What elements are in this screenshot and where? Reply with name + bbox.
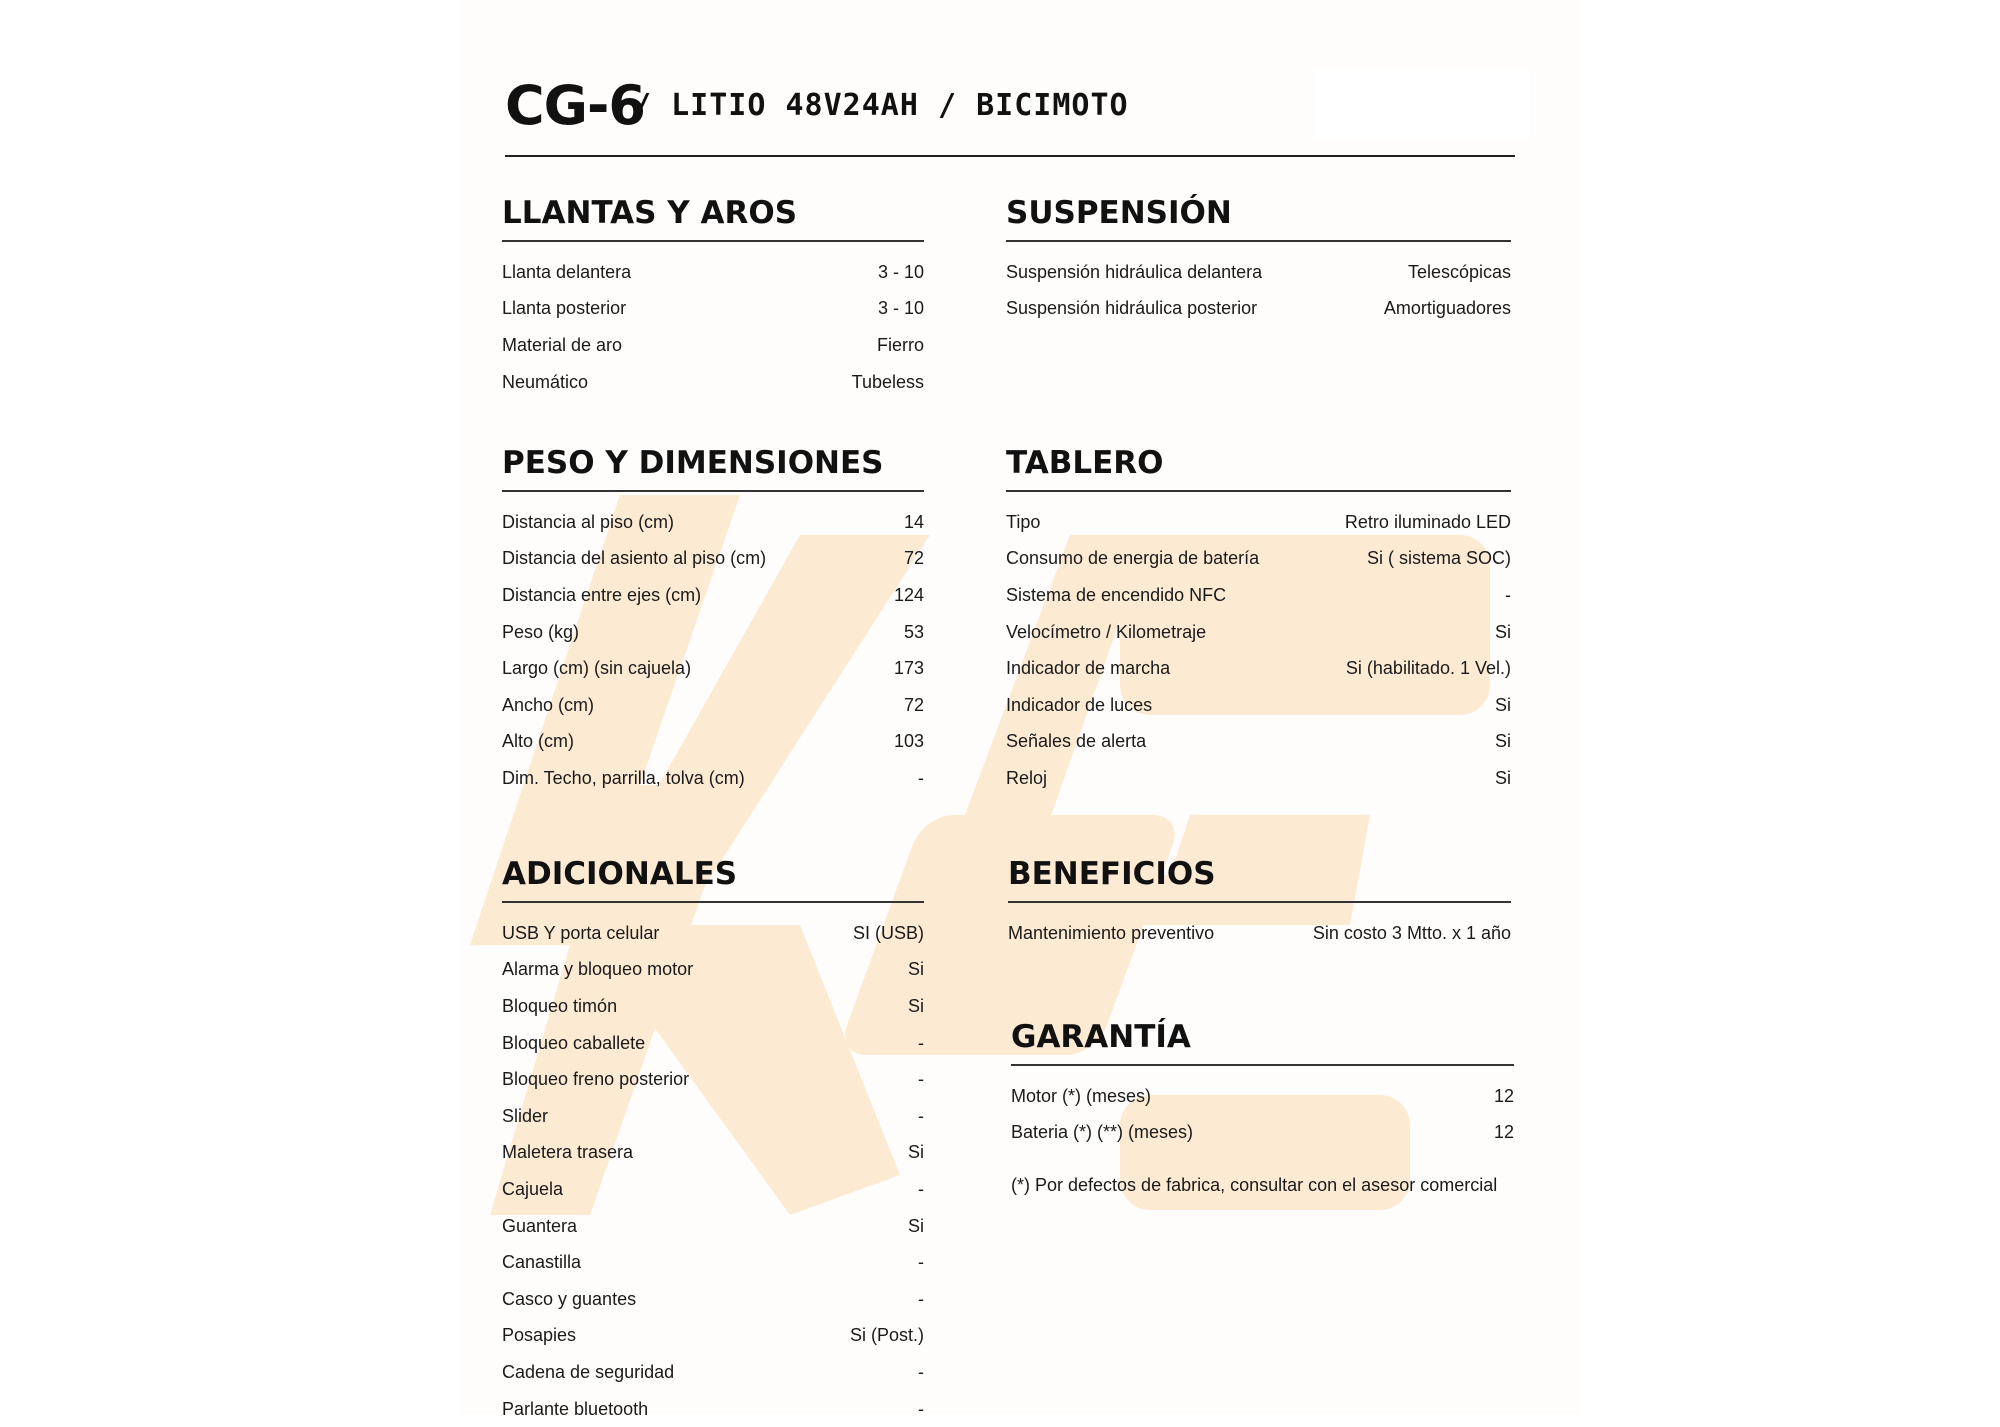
model-subtitle: / LITIO 48V24AH / BICIMOTO bbox=[633, 88, 1129, 123]
spec-value: - bbox=[918, 1398, 924, 1419]
spec-value: 53 bbox=[903, 621, 924, 642]
spec-row bbox=[1006, 724, 1511, 761]
spec-label: Casco y guantes bbox=[502, 1288, 637, 1309]
spec-label: Maletera trasera bbox=[502, 1142, 634, 1163]
spec-row bbox=[1006, 541, 1511, 578]
spec-row bbox=[502, 541, 924, 578]
warranty-footnote: (*) Por defectos de fabrica, consultar con el asesor comercial bbox=[1011, 1175, 1498, 1195]
spec-value: - bbox=[918, 1288, 924, 1309]
spec-row bbox=[502, 614, 924, 651]
document-header bbox=[505, 70, 1515, 157]
spec-row bbox=[502, 291, 924, 328]
spec-value: 12 bbox=[1493, 1085, 1514, 1106]
spec-label: Alto (cm) bbox=[502, 731, 574, 752]
section-peso bbox=[502, 434, 924, 797]
spec-row bbox=[502, 577, 924, 614]
spec-value: Si bbox=[907, 995, 924, 1016]
spec-label: Sistema de encendido NFC bbox=[1006, 584, 1227, 605]
spec-value: Si bbox=[907, 1142, 924, 1163]
spec-row bbox=[502, 364, 924, 401]
spec-row bbox=[502, 1171, 924, 1208]
spec-label: Canastilla bbox=[502, 1252, 582, 1273]
section-title: BENEFICIOS bbox=[1008, 845, 1511, 903]
spec-label: Posapies bbox=[502, 1325, 577, 1346]
spec-label: Bloqueo caballete bbox=[502, 1032, 646, 1053]
spec-label: Peso (kg) bbox=[502, 621, 580, 642]
spec-value: - bbox=[918, 1069, 924, 1090]
spec-row bbox=[502, 724, 924, 761]
spec-label: Distancia al piso (cm) bbox=[502, 511, 675, 532]
spec-value: Si (Post.) bbox=[849, 1325, 924, 1346]
spec-label: Velocímetro / Kilometraje bbox=[1006, 621, 1207, 642]
spec-label: Llanta delantera bbox=[502, 261, 632, 282]
logo-placeholder bbox=[1315, 68, 1530, 140]
spec-label: Indicador de marcha bbox=[1006, 658, 1171, 679]
spec-row bbox=[502, 254, 924, 291]
spec-value: 3 - 10 bbox=[877, 298, 924, 319]
spec-row bbox=[1006, 687, 1511, 724]
section-title: SUSPENSIÓN bbox=[1006, 184, 1511, 242]
spec-label: Suspensión hidráulica delantera bbox=[1006, 261, 1263, 282]
section-title: GARANTÍA bbox=[1011, 1008, 1514, 1066]
spec-row bbox=[502, 650, 924, 687]
spec-label: USB Y porta celular bbox=[502, 922, 660, 943]
spec-value: - bbox=[1505, 584, 1511, 605]
spec-value: Si (habilitado. 1 Vel.) bbox=[1345, 658, 1511, 679]
spec-row bbox=[1006, 577, 1511, 614]
spec-label: Bloqueo timón bbox=[502, 995, 618, 1016]
spec-row bbox=[1006, 254, 1511, 291]
section-title: TABLERO bbox=[1006, 434, 1511, 492]
spec-value: Telescópicas bbox=[1407, 261, 1511, 282]
spec-label: Dim. Techo, parrilla, tolva (cm) bbox=[502, 767, 745, 788]
spec-value: Si bbox=[1494, 731, 1511, 752]
spec-label: Tipo bbox=[1006, 511, 1041, 532]
spec-row bbox=[502, 988, 924, 1025]
spec-label: Bateria (*) (**) (meses) bbox=[1011, 1122, 1194, 1143]
spec-value: Si bbox=[1494, 767, 1511, 788]
spec-value: - bbox=[918, 1361, 924, 1382]
spec-label: Neumático bbox=[502, 371, 589, 392]
spec-label: Material de aro bbox=[502, 334, 623, 355]
section-beneficios bbox=[1008, 845, 1511, 952]
spec-value: - bbox=[918, 1032, 924, 1053]
spec-row bbox=[1008, 915, 1511, 952]
spec-row bbox=[502, 760, 924, 797]
spec-label: Mantenimiento preventivo bbox=[1008, 922, 1215, 943]
spec-value: Tubeless bbox=[851, 371, 924, 392]
spec-row bbox=[502, 1391, 924, 1427]
spec-value: 12 bbox=[1493, 1122, 1514, 1143]
spec-value: SI (USB) bbox=[852, 922, 924, 943]
spec-value: 72 bbox=[903, 548, 924, 569]
spec-value: - bbox=[918, 1252, 924, 1273]
spec-label: Llanta posterior bbox=[502, 298, 627, 319]
section-title: PESO Y DIMENSIONES bbox=[502, 434, 924, 492]
spec-row bbox=[502, 1135, 924, 1172]
section-tablero bbox=[1006, 434, 1511, 797]
spec-label: Guantera bbox=[502, 1215, 578, 1236]
spec-row bbox=[502, 1244, 924, 1281]
spec-row bbox=[1006, 650, 1511, 687]
section-title: LLANTAS Y AROS bbox=[502, 184, 924, 242]
spec-label: Distancia entre ejes (cm) bbox=[502, 584, 702, 605]
spec-label: Motor (*) (meses) bbox=[1011, 1085, 1152, 1106]
spec-row bbox=[502, 1208, 924, 1245]
section-llantas bbox=[502, 184, 924, 400]
spec-label: Señales de alerta bbox=[1006, 731, 1147, 752]
spec-row bbox=[502, 1318, 924, 1355]
spec-value: 14 bbox=[903, 511, 924, 532]
spec-row bbox=[1011, 1078, 1514, 1115]
spec-value: - bbox=[918, 1178, 924, 1199]
spec-value: Amortiguadores bbox=[1383, 298, 1511, 319]
spec-value: 173 bbox=[893, 658, 924, 679]
spec-row bbox=[1006, 291, 1511, 328]
spec-label: Cadena de seguridad bbox=[502, 1361, 675, 1382]
spec-row bbox=[502, 915, 924, 952]
spec-label: Parlante bluetooth bbox=[502, 1398, 649, 1419]
spec-value: 124 bbox=[893, 584, 924, 605]
spec-row bbox=[502, 327, 924, 364]
model-title: CG-6 bbox=[505, 74, 645, 137]
spec-row bbox=[502, 1354, 924, 1391]
spec-label: Consumo de energia de batería bbox=[1006, 548, 1260, 569]
spec-row bbox=[1006, 504, 1511, 541]
spec-row bbox=[502, 687, 924, 724]
spec-label: Bloqueo freno posterior bbox=[502, 1069, 690, 1090]
spec-value: Si ( sistema SOC) bbox=[1366, 548, 1511, 569]
spec-label: Suspensión hidráulica posterior bbox=[1006, 298, 1258, 319]
spec-label: Indicador de luces bbox=[1006, 694, 1153, 715]
spec-value: Si bbox=[907, 1215, 924, 1236]
spec-row bbox=[502, 1061, 924, 1098]
spec-label: Slider bbox=[502, 1105, 549, 1126]
section-suspension bbox=[1006, 184, 1511, 327]
section-title: ADICIONALES bbox=[502, 845, 924, 903]
spec-value: - bbox=[918, 767, 924, 788]
section-garantia bbox=[1011, 1008, 1514, 1151]
spec-value: 72 bbox=[903, 694, 924, 715]
spec-value: - bbox=[918, 1105, 924, 1126]
spec-label: Ancho (cm) bbox=[502, 694, 595, 715]
spec-label: Alarma y bloqueo motor bbox=[502, 959, 694, 980]
spec-value: Fierro bbox=[876, 334, 924, 355]
spec-value: Si bbox=[1494, 694, 1511, 715]
spec-row bbox=[502, 952, 924, 989]
spec-value: Sin costo 3 Mtto. x 1 año bbox=[1312, 922, 1511, 943]
spec-value: 103 bbox=[893, 731, 924, 752]
spec-row bbox=[1011, 1115, 1514, 1152]
spec-row bbox=[1006, 614, 1511, 651]
spec-label: Largo (cm) (sin cajuela) bbox=[502, 658, 692, 679]
section-adicionales bbox=[502, 845, 924, 1427]
spec-value: Si bbox=[907, 959, 924, 980]
spec-row bbox=[502, 1281, 924, 1318]
spec-value: Si bbox=[1494, 621, 1511, 642]
spec-row bbox=[502, 1098, 924, 1135]
spec-row bbox=[502, 504, 924, 541]
spec-label: Reloj bbox=[1006, 767, 1048, 788]
spec-row bbox=[502, 1025, 924, 1062]
spec-row bbox=[1006, 760, 1511, 797]
spec-label: Distancia del asiento al piso (cm) bbox=[502, 548, 767, 569]
spec-value: 3 - 10 bbox=[877, 261, 924, 282]
spec-label: Cajuela bbox=[502, 1178, 564, 1199]
spec-value: Retro iluminado LED bbox=[1344, 511, 1511, 532]
